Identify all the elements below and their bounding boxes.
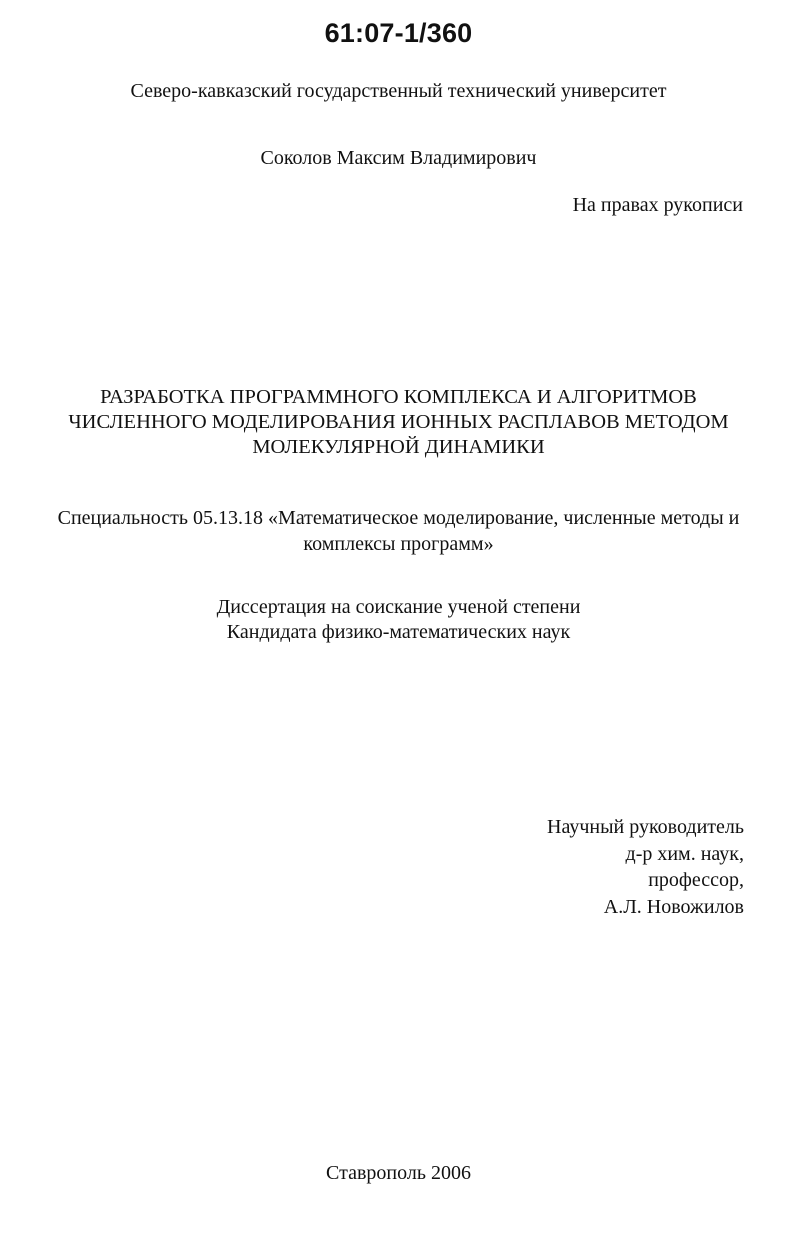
title-line: РАЗРАБОТКА ПРОГРАММНОГО КОМПЛЕКСА И АЛГОРИТМОВ (100, 386, 697, 408)
specialty (40, 505, 757, 557)
author-name: Соколов Максим Владимирович (260, 147, 537, 169)
title-line: ЧИСЛЕННОГО МОДЕЛИРОВАНИЯ ИОННЫХ РАСПЛАВОВ МЕТОДОМ (68, 411, 729, 433)
degree-statement (0, 595, 797, 645)
supervisor-line: Научный руководитель (547, 816, 744, 838)
title-line: МОЛЕКУЛЯРНОЙ ДИНАМИКИ (252, 436, 545, 458)
supervisor-block (444, 814, 744, 920)
specialty-line: комплексы программ» (303, 533, 494, 555)
supervisor-line: профессор, (648, 869, 744, 891)
rights-note: На правах рукописи (572, 194, 743, 216)
degree-line: Кандидата физико-математических наук (226, 621, 571, 643)
degree-line: Диссертация на соискание ученой степени (216, 596, 581, 618)
supervisor-name: А.Л. Новожилов (603, 895, 744, 918)
dissertation-title (0, 385, 797, 460)
university-name: Северо-кавказский государственный технический университет (130, 80, 667, 102)
specialty-line: Специальность 05.13.18 «Математическое моделирование, численные методы и (57, 507, 740, 529)
place-year: Ставрополь 2006 (326, 1162, 471, 1184)
archive-number: 61:07-1/360 (324, 18, 473, 48)
supervisor-line: д-р хим. наук, (625, 842, 744, 865)
